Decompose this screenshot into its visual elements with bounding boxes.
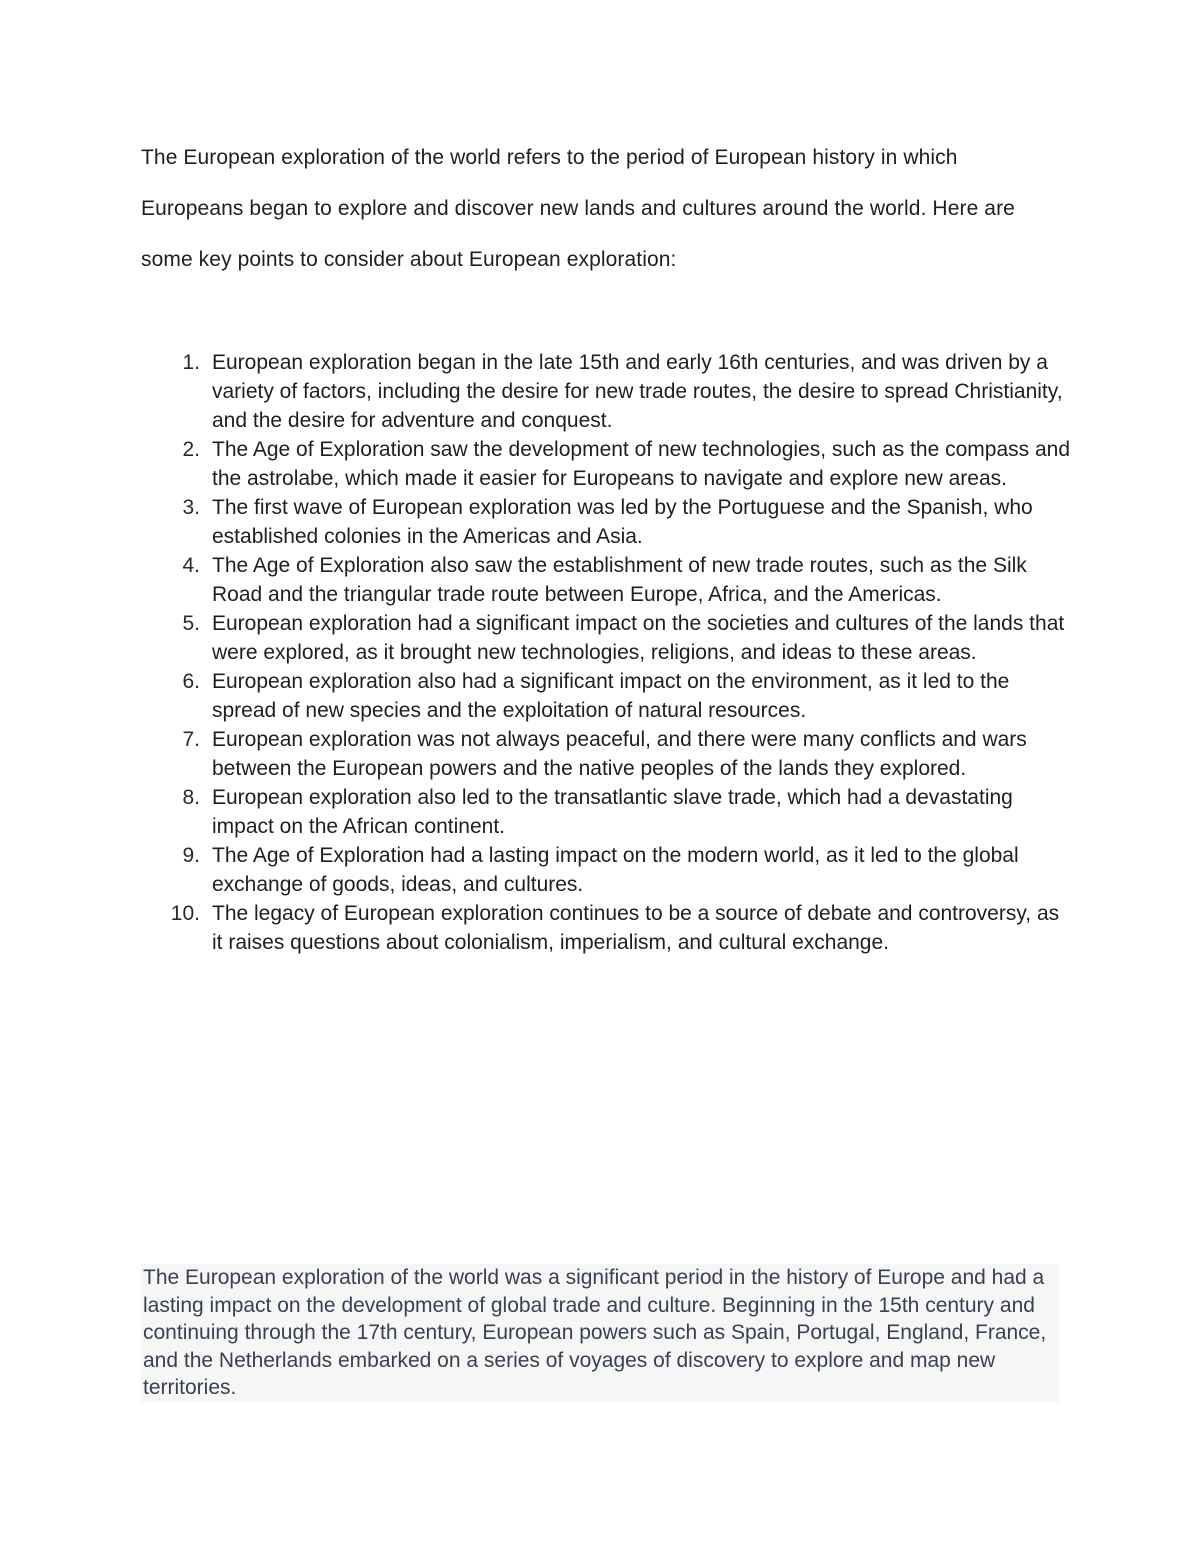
list-item [141,435,1071,493]
list-item-text: European exploration also had a significant impact on the environment, as it led to the spread of new species and the exploitation of natural resources. [212,670,1010,722]
list-item-number: 1. [182,351,200,374]
summary-paragraph: The European exploration of the world was a significant period in the history of Europe and had a lasting impact on the development of global trade and culture. Beginning in the 15th century and continuing through the 17th century, European powers such as Spain, Portugal, England, France, and the Netherlands embarked on a series of voyages of discovery to explore and map new territories. [141,1264,1059,1402]
list-item-number: 6. [182,670,200,693]
list-item [141,841,1071,899]
list-item-number: 10. [170,902,200,925]
list-item [141,551,1071,609]
list-item [141,725,1071,783]
list-item-number: 2. [182,438,200,461]
list-item-number: 4. [182,554,200,577]
list-item-number: 8. [182,786,200,809]
list-item-text: The Age of Exploration had a lasting impact on the modern world, as it led to the global exchange of goods, ideas, and cultures. [212,844,1019,896]
list-item-number: 9. [182,844,200,867]
list-item-text: European exploration had a significant impact on the societies and cultures of the lands that were explored, as it brought new technologies, religions, and ideas to these areas. [212,612,1065,664]
list-item [141,609,1071,667]
list-item-text: European exploration was not always peaceful, and there were many conflicts and wars between the European powers and the native peoples of the lands they explored. [212,728,1027,780]
list-item-number: 5. [182,612,200,635]
list-item [141,899,1071,957]
intro-paragraph: The European exploration of the world refers to the period of European history in which Europeans began to explore and discover new lands and cultures around the world. Here are some key points to consider about European exploration: [141,146,1015,271]
list-item-text: European exploration began in the late 15th and early 16th centuries, and was driven by a variety of factors, including the desire for new trade routes, the desire to spread Christianity, and the desire for adventure and conquest. [212,351,1063,432]
key-points-list [141,348,1071,957]
list-item-text: The Age of Exploration also saw the establishment of new trade routes, such as the Silk Road and the triangular trade route between Europe, Africa, and the Americas. [212,554,1027,606]
list-item-text: European exploration also led to the transatlantic slave trade, which had a devastating impact on the African continent. [212,786,1013,838]
list-item [141,493,1071,551]
list-item-number: 7. [182,728,200,751]
list-item [141,348,1071,435]
list-item [141,667,1071,725]
list-item [141,783,1071,841]
list-item-number: 3. [182,496,200,519]
list-item-text: The Age of Exploration saw the development of new technologies, such as the compass and the astrolabe, which made it easier for Europeans to navigate and explore new areas. [212,438,1071,490]
list-item-text: The first wave of European exploration was led by the Portuguese and the Spanish, who established colonies in the Americas and Asia. [212,496,1033,548]
list-item-text: The legacy of European exploration continues to be a source of debate and controversy, as it raises questions about colonialism, imperialism, and cultural exchange. [212,902,1060,954]
